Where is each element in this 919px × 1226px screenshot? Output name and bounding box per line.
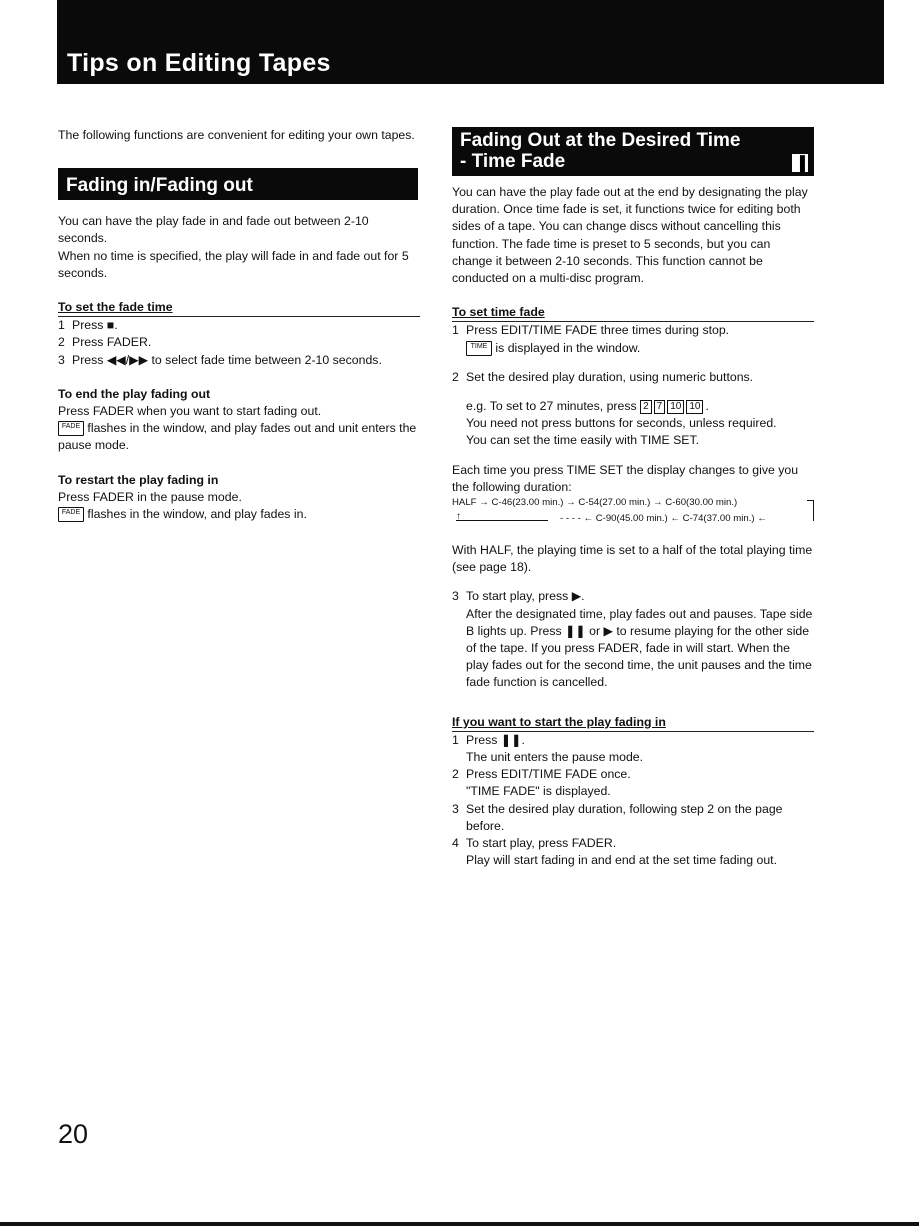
list-item: 3 To start play, press ▶. After the designated time, play fades out and pauses. Tape side B lights up. Press ❚❚ or ▶ to resume playing for the other side of the tape. If you press FADER, fade in will start. When the play fades out for the second time, the unit pauses and the time fade function is cancelled.: [452, 589, 813, 690]
time-set-flow-2: ↑ - - - - ← C-90(45.00 min.) ← C-74(37.00 min.) ←: [452, 510, 814, 530]
left-column: [58, 127, 420, 523]
list-item: 2 Press EDIT/TIME FADE once. "TIME FADE" is displayed.: [452, 767, 631, 799]
page-number: 20: [58, 1119, 89, 1149]
list-item: 1 Press ■.: [58, 318, 118, 333]
restart-fading-text-1: Press FADER in the pause mode.: [58, 489, 242, 504]
example-block: e.g. To set to 27 minutes, press 2 7 10 10 . You need not press buttons for seconds, unless required. You can set the time easily with TIME SET.: [452, 398, 814, 450]
end-fading-text-2: FADE flashes in the window, and play fades out and unit enters the pause mode.: [58, 421, 417, 453]
list-item: 3 Set the desired play duration, following step 2 on the page before.: [452, 801, 783, 833]
example-note-1: You need not press buttons for seconds, unless required.: [466, 416, 777, 431]
tape-deck-icon: ▐: [792, 154, 808, 172]
time-display-icon: TIME: [466, 341, 492, 356]
half-text: With HALF, the playing time is set to a half of the total playing time (see page 18).: [452, 543, 813, 575]
numeric-key-2: 2: [640, 400, 652, 414]
list-item: 1 Press EDIT/TIME FADE three times during stop. TIME is displayed in the window.: [452, 323, 730, 355]
section-heading-line-2: - Time Fade: [460, 151, 566, 172]
set-fade-time-heading: To set the fade time: [58, 299, 420, 317]
right-column: [452, 127, 814, 870]
time-set-flow-1: HALF → C-46(23.00 min.) → C-54(27.00 min.) → C-60(30.00 min.): [452, 497, 738, 509]
set-time-fade-heading: To set time fade: [452, 304, 814, 322]
numeric-key-10: 10: [686, 400, 703, 414]
restart-fading-heading: To restart the play fading in: [58, 472, 219, 487]
section-heading-line-1: Fading Out at the Desired Time: [460, 130, 741, 151]
end-fading-heading: To end the play fading out: [58, 386, 211, 401]
list-item: 3 Press ◀◀/▶▶ to select fade time between 2-10 seconds.: [58, 352, 382, 367]
list-item: 2 Set the desired play duration, using numeric buttons.: [452, 369, 754, 384]
fade-display-icon: FADE: [58, 421, 84, 436]
intro-text: The following functions are convenient for editing your own tapes.: [58, 128, 415, 142]
page-title: Tips on Editing Tapes: [67, 49, 331, 77]
section-heading-time-fade: [452, 127, 814, 176]
section-heading-fading: Fading in/Fading out: [58, 168, 418, 200]
list-item: 4 To start play, press FADER. Play will start fading in and end at the set time fading out.: [452, 836, 778, 868]
fade-in-heading: If you want to start the play fading in: [452, 714, 814, 732]
example-note-2: You can set the time easily with TIME SET.: [466, 433, 700, 448]
time-fade-intro: You can have the play fade out at the end by designating the play duration. Once time fade is set, it functions twice for editing both sides of a tape. You can change discs without cancelling this function. The fade time is preset to 5 seconds, but you can change it between 2-10 seconds. This function cannot be conducted on a multi-disc program.: [452, 185, 808, 286]
set-fade-steps: [58, 317, 420, 369]
fading-desc-1: You can have the play fade in and fade out between 2-10 seconds.: [58, 214, 369, 246]
list-item: 2 Press FADER.: [58, 335, 152, 350]
end-fading-text-1: Press FADER when you want to start fading out.: [58, 404, 322, 419]
numeric-key-7: 7: [654, 400, 666, 414]
time-set-text: Each time you press TIME SET the display changes to give you the following duration:: [452, 462, 799, 494]
restart-fading-text-2: FADE flashes in the window, and play fades in.: [58, 506, 420, 523]
bottom-rule: [0, 1222, 919, 1226]
list-item: 1 Press ❚❚. The unit enters the pause mode.: [452, 732, 644, 765]
fade-display-icon: FADE: [58, 507, 84, 522]
set-time-fade-steps: [452, 322, 814, 449]
fading-desc-2: When no time is specified, the play will fade in and fade out for 5 seconds.: [58, 248, 409, 280]
numeric-key-10: 10: [667, 400, 684, 414]
title-banner: [57, 0, 884, 84]
fade-in-steps: [452, 732, 814, 870]
